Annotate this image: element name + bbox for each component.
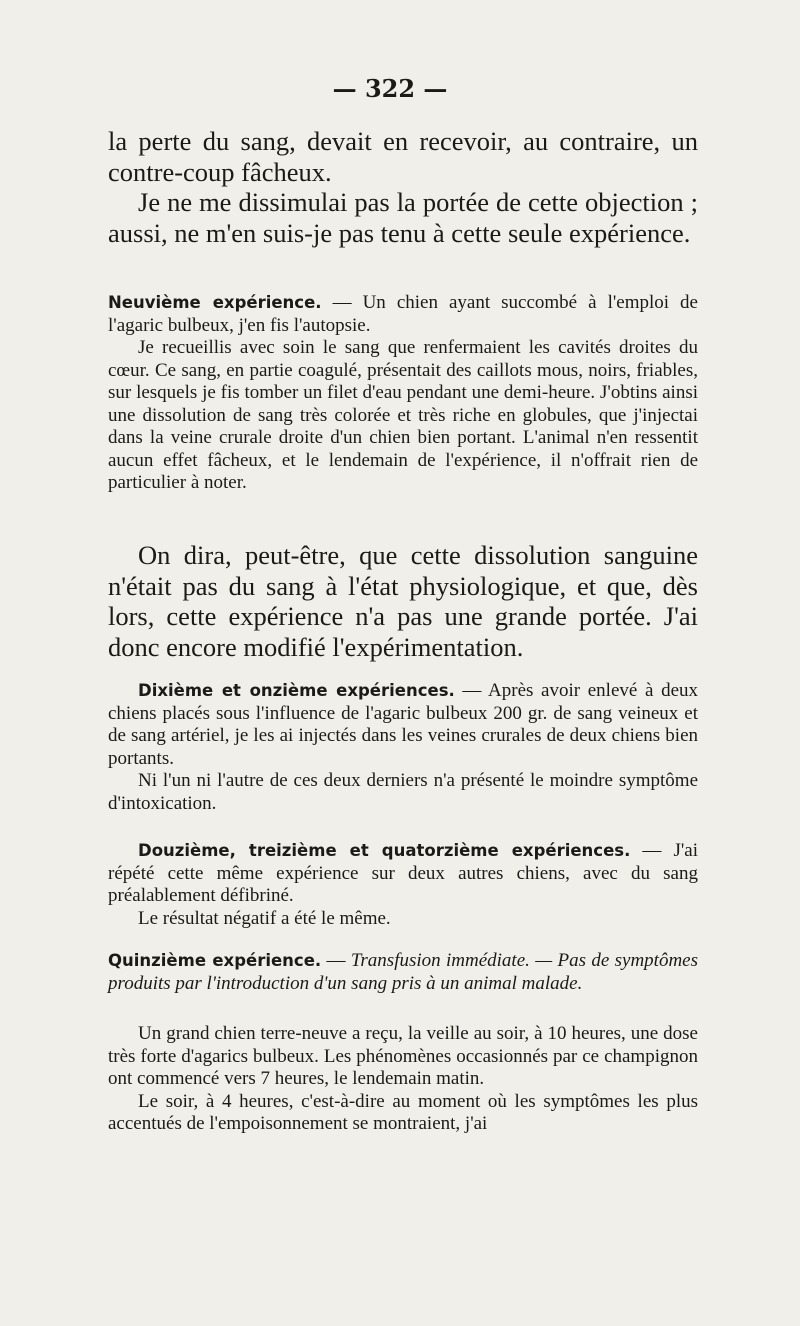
fifteenth-heading (108, 950, 698, 995)
fifteenth-experiment (108, 950, 698, 1136)
page-number: — 322 — (332, 74, 448, 103)
fifteenth-paragraph-2: Le soir, à 4 heures, c'est-à-dire au moment où les symptômes les plus accentués de l'empoisonnement se montraient, j'ai (108, 1090, 698, 1134)
tenth-eleventh-paragraph (108, 680, 698, 770)
intro-paragraph: la perte du sang, devait en recevoir, au contraire, un contre-coup fâcheux. (108, 126, 698, 187)
fifteenth-experiment-title: Quinzième expérience. (108, 951, 322, 970)
fifteenth-subtitle: Transfusion immédiate. — Pas de symptômes produits par l'introduction d'un sang pris à un animal malade. (108, 950, 699, 994)
ninth-experiment-paragraph (108, 292, 698, 337)
middle-section (108, 540, 698, 662)
tenth-eleventh-title: Dixième et onzième expériences. (138, 681, 455, 700)
fifteenth-dash: — (321, 950, 351, 971)
middle-paragraph: On dira, peut-être, que cette dissolution sanguine n'était pas du sang à l'état physiologique, et que, dès lors, cette expérience n'a pas une grande portée. J'ai donc encore modifié l'expérimentation. (108, 540, 698, 662)
ninth-experiment-body: Je recueillis avec soin le sang que renfermaient les cavités droites du cœur. Ce sang, en partie coagulé, présentait des caillots mous, noirs, friables, sur lesquels je fis tomber un filet d'eau pendant une demi-heure. J'obtins ainsi une dissolution de sang très colorée et très riche en globules, que j'injectai dans la veine crurale droite d'un chien bien portant. L'animal n'en ressentit aucun effet fâcheux, et le lendemain de l'expérience, il n'offrait rien de particulier à noter. (108, 337, 698, 493)
intro-section (108, 126, 698, 248)
twelfth-fourteenth-paragraph (108, 840, 698, 908)
tenth-eleventh-body: Ni l'un ni l'autre de ces deux derniers n'a présenté le moindre symptôme d'intoxication. (108, 770, 698, 814)
objection-paragraph: Je ne me dissimulai pas la portée de cette objection ; aussi, ne m'en suis-je pas tenu à cette seule expérience. (108, 187, 698, 248)
tenth-eleventh-text: — Après avoir enlevé à deux chiens placés sous l'influence de l'agaric bulbeux 200 gr. de sang veineux et de sang artériel, je les ai injectés dans les veines crurales de deux chiens bien portants. (108, 680, 698, 769)
twelfth-fourteenth-title: Douzième, treizième et quatorzième expériences. (138, 841, 631, 860)
fifteenth-paragraph-1: Un grand chien terre-neuve a reçu, la veille au soir, à 10 heures, une dose très forte d'agarics bulbeux. Les phénomènes occasionnés par ce champignon ont commencé vers 7 heures, le lendemain matin. (108, 1023, 698, 1089)
ninth-experiment (108, 292, 698, 495)
twelfth-fourteenth-experiments (108, 840, 698, 930)
ninth-experiment-title: Neuvième expérience. (108, 293, 322, 312)
tenth-eleventh-experiments (108, 680, 698, 815)
twelfth-fourteenth-text: — J'ai répété cette même expérience sur deux autres chiens, avec du sang préalablement défibriné. (108, 840, 699, 906)
ninth-experiment-text: — Un chien ayant succombé à l'emploi de l'agaric bulbeux, j'en fis l'autopsie. (108, 292, 698, 336)
twelfth-fourteenth-body: Le résultat négatif a été le même. (138, 907, 391, 929)
